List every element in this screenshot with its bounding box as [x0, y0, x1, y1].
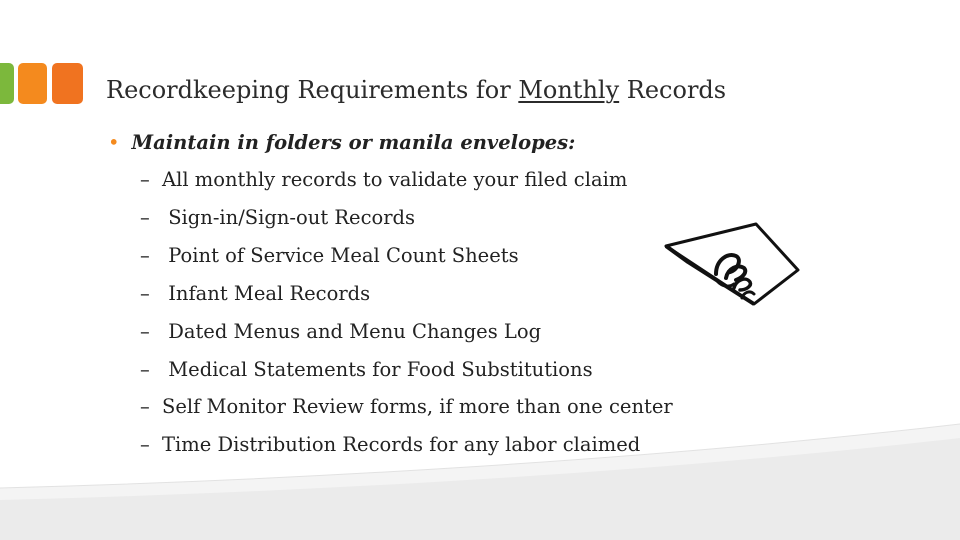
- title-post: Records: [619, 76, 727, 104]
- dash: –: [140, 320, 150, 343]
- dash: –: [140, 433, 150, 456]
- list-item: [140, 358, 593, 381]
- list-item-text: Time Distribution Records for any labor claimed: [162, 433, 641, 456]
- writing-hand-icon: [658, 212, 808, 308]
- list-item-text: Self Monitor Review forms, if more than one center: [162, 395, 673, 418]
- title-underlined: Monthly: [518, 76, 620, 104]
- list-item: [140, 168, 627, 191]
- dash: –: [140, 244, 150, 267]
- list-item-text: All monthly records to validate your filed claim: [162, 168, 628, 191]
- list-item-text: Point of Service Meal Count Sheets: [162, 244, 519, 267]
- bottom-swoosh-decoration: [0, 420, 960, 540]
- dash: –: [140, 168, 150, 191]
- list-item-text: Medical Statements for Food Substitutions: [162, 358, 593, 381]
- title-pre: Recordkeeping Requirements for: [106, 76, 519, 104]
- dash: –: [140, 282, 150, 305]
- accent-bar-orange: [18, 63, 47, 104]
- list-item: [140, 395, 673, 418]
- list-item: [140, 320, 541, 343]
- bullet-text: Maintain in folders or manila envelopes:: [131, 131, 576, 154]
- list-item: [140, 244, 519, 267]
- list-item-text: Sign-in/Sign-out Records: [162, 206, 416, 229]
- dash: –: [140, 395, 150, 418]
- list-item-text: Infant Meal Records: [162, 282, 371, 305]
- bullet-marker: •: [108, 131, 120, 154]
- list-item-text: Dated Menus and Menu Changes Log: [162, 320, 542, 343]
- dash: –: [140, 358, 150, 381]
- slide-title: [106, 76, 726, 104]
- accent-bar-orange-dark: [52, 63, 83, 104]
- bullet-item: [108, 131, 575, 154]
- list-item: [140, 282, 370, 305]
- dash: –: [140, 206, 150, 229]
- accent-bar-green: [0, 63, 14, 104]
- list-item: [140, 206, 415, 229]
